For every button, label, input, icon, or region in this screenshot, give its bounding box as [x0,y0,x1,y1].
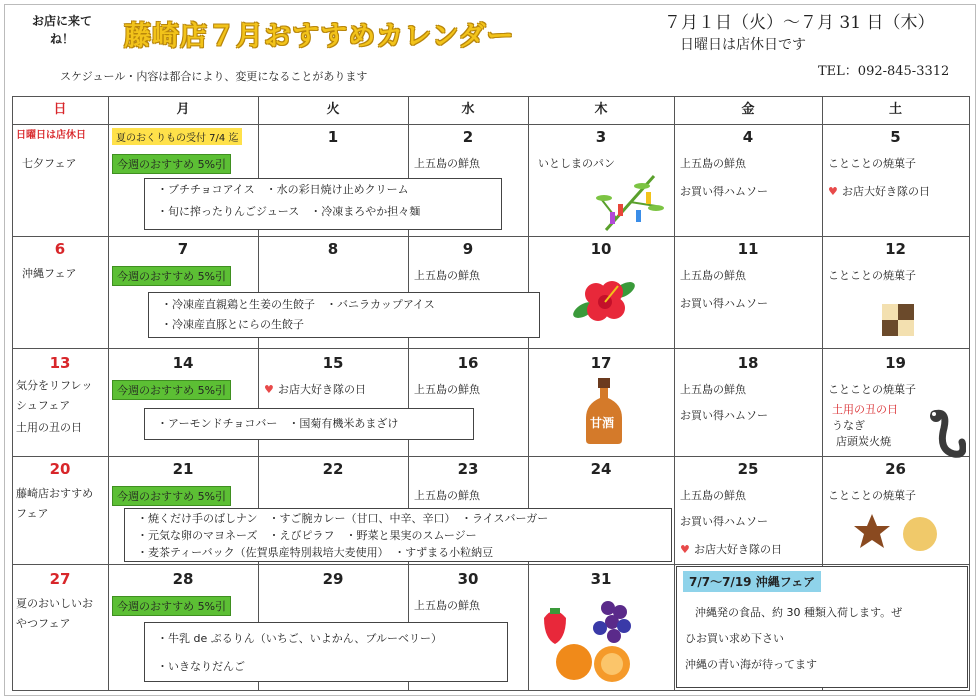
sunday-note: 気分をリフレッ [16,379,93,392]
grid-line [12,124,970,125]
event-text: お買い得ハムソー [680,297,768,310]
item-line: ・冷凍産直親鶏と生姜の生餃子 ・バニラカップアイス [161,298,435,311]
event-text: ことことの焼菓子 [828,383,916,396]
grid-line [674,96,675,691]
eel-icon [914,406,966,466]
event-text: 上五島の鮮魚 [414,383,480,396]
okinawa-fair-title: 7/7～7/19 沖縄フェア [683,571,821,592]
grid-line [12,690,970,691]
item-line: ・いきなりだんご [157,660,245,673]
day-number: 24 [590,460,612,478]
item-line: ・元気な卵のマヨネーズ ・えびピラフ ・野菜と果実のスムージー [137,529,477,542]
day-number: 26 [885,460,906,478]
day-number: 11 [737,240,759,258]
event-text: 上五島の鮮魚 [680,269,746,282]
event-text: お店大好き隊の日 [842,185,930,198]
weekly-special-badge: 今週のおすすめ 5%引 [112,486,231,506]
day-number: 31 [590,570,612,588]
event-text: お店大好き隊の日 [694,543,782,556]
event-text: お買い得ハムソー [680,185,768,198]
weekly-special-badge: 今週のおすすめ 5%引 [112,380,231,400]
day-number: 23 [457,460,479,478]
grid-line [12,456,970,457]
weekly-items-box [124,508,672,562]
day-number: 6 [54,240,66,258]
weekly-items-box [144,408,474,440]
heart-icon: ♥ [680,543,690,556]
day-number: 16 [457,354,479,372]
closed-note: 日曜日は店休日です [680,37,806,53]
day-number: 28 [172,570,194,588]
event-text: 上五島の鮮魚 [680,383,746,396]
item-line: ・牛乳 de ぷるりん（いちご、いよかん、ブルーベリー） [157,632,442,645]
okinawa-fair-box [676,566,968,688]
day-number: 10 [590,240,612,258]
amazake-label: 甘酒 [590,416,615,430]
grid-line [12,96,13,691]
day-number: 20 [49,460,71,478]
weekly-special-badge: 今週のおすすめ 5%引 [112,266,231,286]
event-text: うなぎ [832,419,865,432]
page-title: 藤崎店７月おすすめカレンダー [124,21,515,52]
day-number: 21 [172,460,194,478]
cookie-icon [882,304,914,336]
sunday-note: 七夕フェア [22,157,77,170]
weekly-items-box [144,622,508,682]
grid-line [528,96,529,691]
weekday-thu: 木 [594,102,608,117]
weekday-mon: 月 [176,102,190,117]
event-text: ことことの焼菓子 [828,157,916,170]
day-number: 2 [462,128,474,146]
heart-icon: ♥ [828,185,838,198]
event-text: いとしまのパン [538,157,615,170]
weekly-items-box [148,292,540,338]
sunday-note: 沖縄フェア [22,267,77,280]
day-number: 25 [737,460,759,478]
item-line: ・焼くだけ手のばしナン ・すご腕カレー（甘口、中辛、辛口） ・ライスバーガー [137,512,549,525]
period-label: ７月１日（火）～７月 31 日（木） [664,13,935,33]
event-text: 上五島の鮮魚 [680,489,746,502]
sunday-note: 藤崎店おすすめ [16,487,94,500]
day-number: 9 [462,240,474,258]
item-line: ・ブチチョコアイス ・水の彩日焼け止めクリーム [157,183,409,196]
day-number: 13 [49,354,71,372]
event-text: 上五島の鮮魚 [414,599,480,612]
item-line: ・旬に搾ったりんごジュース ・冷凍まろやか担々麺 [157,205,421,218]
day-number: 30 [457,570,479,588]
day-number: 22 [322,460,344,478]
weekday-sat: 土 [888,102,902,117]
weekly-special-badge: 今週のおすすめ 5%引 [112,154,231,174]
grid-line [969,96,970,691]
grid-line [12,564,970,565]
tanabata-bamboo-icon [596,170,666,232]
weekly-items-box [144,178,502,230]
sunday-note: やつフェア [16,617,71,630]
day-number: 4 [742,128,754,146]
weekday-tue: 火 [326,102,340,117]
phone-number: TEL：092-845-3312 [818,64,950,79]
day-number: 18 [737,354,759,372]
sunday-note: 日曜日は店休日 [16,130,86,141]
okinawa-fair-line: ひお買い求め下さい [685,632,784,645]
day-number: 29 [322,570,344,588]
event-text: ことことの焼菓子 [828,489,916,502]
day-number: 3 [595,128,607,146]
day-number: 19 [885,354,906,372]
day-number: 8 [327,240,339,258]
weekday-sun: 日 [53,102,67,117]
heart-icon: ♥ [264,383,274,396]
gift-order-banner: 夏のおくりもの受付 7/4 迄 [112,128,242,145]
event-text: 上五島の鮮魚 [680,157,746,170]
event-text: 上五島の鮮魚 [414,157,480,170]
event-text: ことことの焼菓子 [828,269,916,282]
sunday-note: 夏のおいしいお [16,597,93,610]
day-number: 12 [885,240,906,258]
event-text: お買い得ハムソー [680,409,768,422]
day-number: 7 [177,240,189,258]
event-text: 店頭炭火焼 [836,435,891,448]
event-text: 上五島の鮮魚 [414,269,480,282]
grid-line [12,236,970,237]
okinawa-fair-line: 沖縄発の食品、約 30 種類入荷します。ぜ [695,606,903,619]
weekday-fri: 金 [741,102,755,117]
day-number: 17 [590,354,612,372]
sunday-note: 土用の丑の日 [16,421,82,434]
day-number: 14 [172,354,194,372]
sunday-note: シュフェア [16,399,71,412]
hibiscus-icon [572,272,636,328]
grid-line [108,96,109,691]
okinawa-fair-line: 沖縄の青い海が待ってます [685,658,817,671]
event-text: お店大好き隊の日 [278,383,366,396]
event-text: 上五島の鮮魚 [414,489,480,502]
schedule-notice: スケジュール・内容は都合により、変更になることがあります [60,70,368,83]
amazake-bottle-icon [584,378,624,444]
weekday-wed: 水 [461,102,475,117]
weekly-special-badge: 今週のおすすめ 5%引 [112,596,231,616]
day-number: 15 [322,354,344,372]
grid-line [12,348,970,349]
cookies-icon [850,510,944,554]
sunday-note: フェア [16,507,49,520]
item-line: ・アーモンドチョコバー ・国菊有機米あまざけ [157,417,399,430]
event-text: お買い得ハムソー [680,515,768,528]
event-text: 土用の丑の日 [832,403,898,416]
item-line: ・麦茶ティーバック（佐賀県産特別栽培大麦使用） ・すずまる小粒納豆 [137,546,494,559]
day-number: 5 [890,128,901,146]
day-number: 27 [49,570,71,588]
fruits-icon [536,598,648,684]
visit-us-label: お店に来てね！ [31,14,92,46]
item-line: ・冷凍産直豚とにらの生餃子 [161,318,304,331]
day-number: 1 [327,128,339,146]
